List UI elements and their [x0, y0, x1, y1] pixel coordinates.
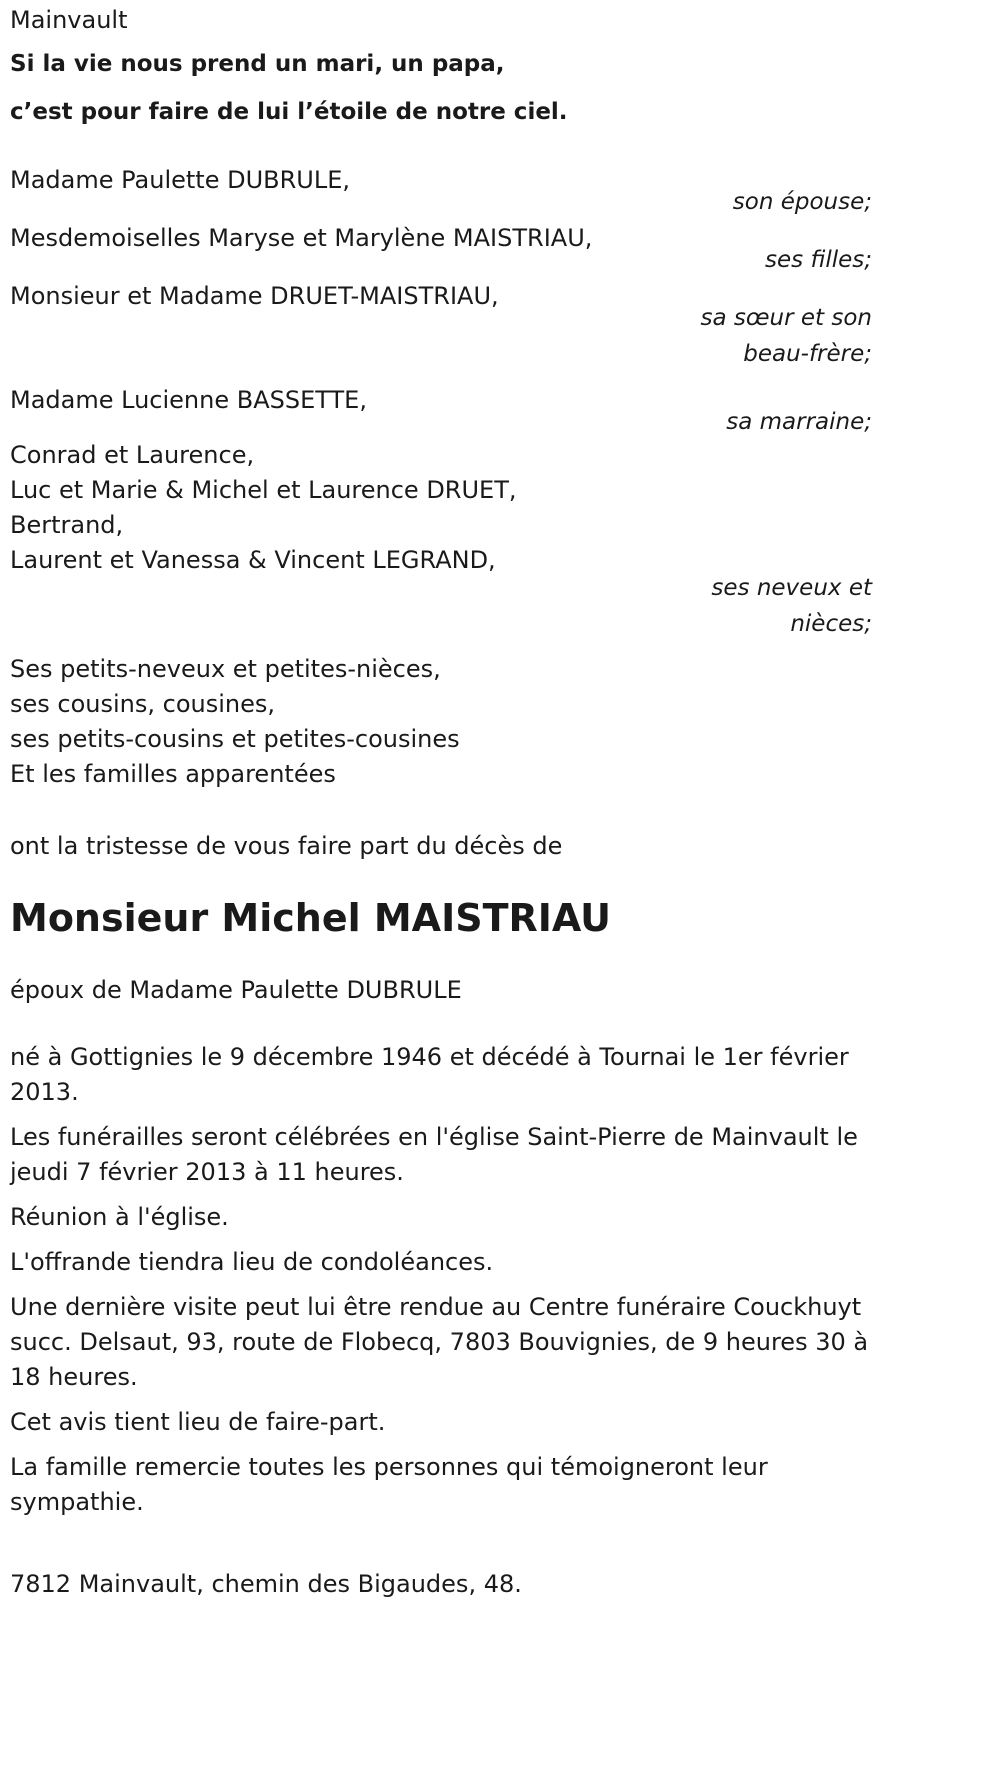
- extended-family-line: Ses petits-neveux et petites-nièces,: [10, 655, 441, 683]
- family-relation: sa sœur et son: [700, 305, 872, 331]
- family-entry-godmother: [10, 380, 1000, 442]
- family-name: Conrad et Laurence,: [10, 441, 255, 469]
- extended-family: [10, 652, 1000, 792]
- address: 7812 Mainvault, chemin des Bigaudes, 48.: [10, 1570, 522, 1598]
- detail-visit: Une dernière visite peut lui être rendue au Centre funéraire Couckhuyt succ. Delsaut, 93, route de Flobecq, 7803 Bouvignies, de 9 heures 30 à 18 heures.: [10, 1293, 869, 1391]
- family-name: Laurent et Vanessa & Vincent LEGRAND,: [10, 546, 496, 574]
- family-relation: beau-frère;: [743, 341, 872, 367]
- family-relation: ses filles;: [765, 247, 872, 273]
- family-relation: nièces;: [790, 611, 872, 637]
- family-name: Bertrand,: [10, 511, 124, 539]
- poem-line-1: Si la vie nous prend un mari, un papa,: [10, 51, 505, 77]
- detail-notice: Cet avis tient lieu de faire-part.: [10, 1408, 386, 1436]
- family-entry-nephews: [10, 438, 1000, 644]
- detail-offering: L'offrande tiendra lieu de condoléances.: [10, 1248, 494, 1276]
- family-name: Mesdemoiselles Maryse et Marylène MAISTRIAU,: [10, 224, 593, 252]
- family-relation: ses neveux et: [711, 575, 872, 601]
- deceased-name: Monsieur Michel MAISTRIAU: [10, 896, 612, 940]
- details: [10, 1040, 1000, 1520]
- family-entry-daughters: [10, 218, 1000, 280]
- extended-family-line: ses cousins, cousines,: [10, 690, 276, 718]
- family-name: Madame Paulette DUBRULE,: [10, 166, 351, 194]
- detail-birth-death: né à Gottignies le 9 décembre 1946 et décédé à Tournai le 1er février 2013.: [10, 1043, 849, 1106]
- spouse-line: époux de Madame Paulette DUBRULE: [10, 976, 462, 1004]
- poem-line-2: c’est pour faire de lui l’étoile de notre ciel.: [10, 99, 568, 125]
- family-name: Monsieur et Madame DRUET-MAISTRIAU,: [10, 282, 499, 310]
- family-relation: sa marraine;: [726, 409, 872, 435]
- announcement: ont la tristesse de vous faire part du décès de: [10, 832, 563, 860]
- location-header: Mainvault: [10, 6, 128, 34]
- family-relation: son épouse;: [732, 189, 872, 215]
- family-name: Luc et Marie & Michel et Laurence DRUET,: [10, 476, 517, 504]
- extended-family-line: ses petits-cousins et petites-cousines: [10, 725, 460, 753]
- detail-meeting: Réunion à l'église.: [10, 1203, 229, 1231]
- detail-thanks: La famille remercie toutes les personnes qui témoigneront leur sympathie.: [10, 1453, 768, 1516]
- extended-family-line: Et les familles apparentées: [10, 760, 336, 788]
- family-name: Madame Lucienne BASSETTE,: [10, 386, 367, 414]
- family-entry-sister: [10, 276, 1000, 374]
- detail-funeral: Les funérailles seront célébrées en l'église Saint-Pierre de Mainvault le jeudi 7 février 2013 à 11 heures.: [10, 1123, 858, 1186]
- family-entry-spouse: [10, 160, 1000, 222]
